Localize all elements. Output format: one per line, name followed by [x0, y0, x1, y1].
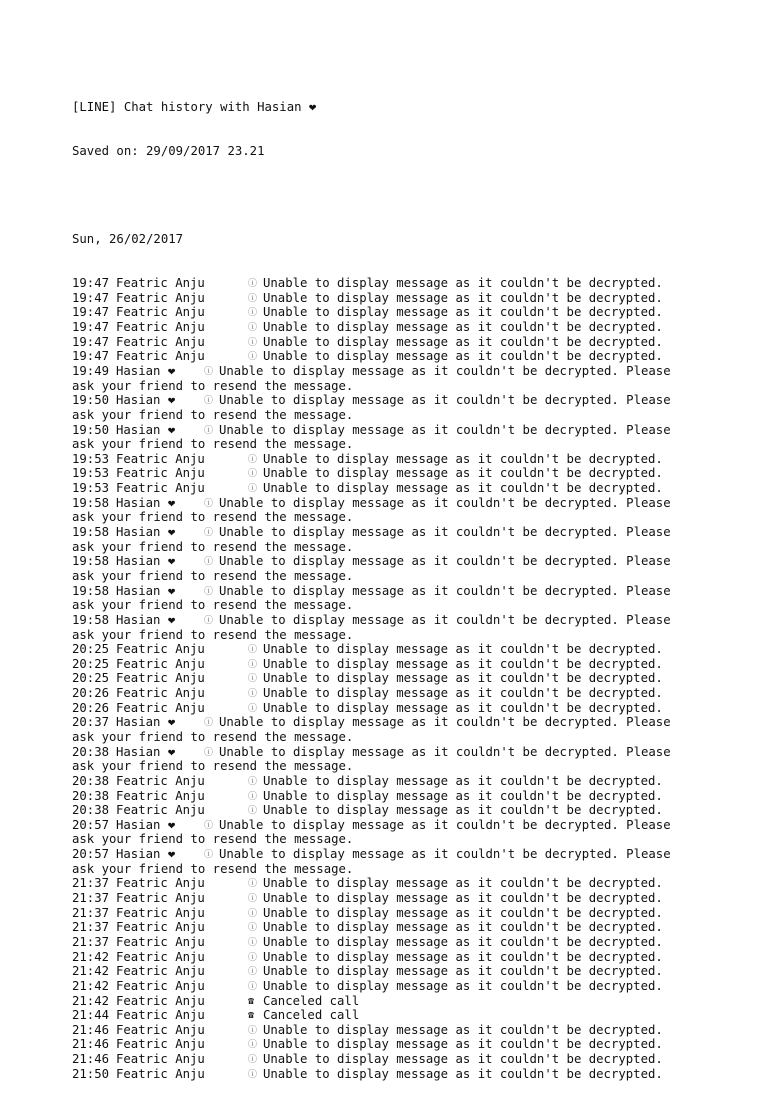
- message-row: [72, 364, 732, 379]
- message-text: Unable to display message as it couldn't be decrypted.: [263, 466, 663, 481]
- message-time: 19:58: [72, 495, 110, 510]
- message-text: Unable to display message as it couldn't be decrypted. Please: [219, 393, 671, 408]
- message-row: [72, 891, 732, 906]
- message-row: [72, 613, 732, 628]
- info-icon: ⓘ: [204, 498, 214, 509]
- message-sender: Featric Anju: [116, 305, 205, 320]
- info-icon: ⓘ: [248, 469, 258, 480]
- message-time: 21:37: [72, 920, 110, 935]
- message-sender: Featric Anju: [116, 290, 205, 305]
- info-icon: ⓘ: [248, 908, 258, 919]
- message-row: [72, 920, 732, 935]
- message-text: Unable to display message as it couldn't be decrypted.: [263, 920, 663, 935]
- message-sender: Hasian ❤: [116, 495, 176, 510]
- message-row: [72, 950, 732, 965]
- info-icon: ⓘ: [248, 352, 258, 363]
- message-text: Canceled call: [263, 993, 360, 1008]
- message-text: Unable to display message as it couldn't be decrypted.: [263, 964, 663, 979]
- info-icon: ⓘ: [248, 308, 258, 319]
- date-heading: Sun, 26/02/2017: [72, 232, 184, 247]
- info-icon: ⓘ: [248, 967, 258, 978]
- message-text: Unable to display message as it couldn't be decrypted.: [263, 671, 663, 686]
- info-icon: ⓘ: [248, 323, 258, 334]
- message-sender: Featric Anju: [116, 686, 205, 701]
- message-time: 19:50: [72, 393, 110, 408]
- info-icon: ⓘ: [248, 791, 258, 802]
- message-time: 19:47: [72, 305, 110, 320]
- message-continuation: ask your friend to resend the message.: [72, 568, 354, 583]
- message-sender: Featric Anju: [116, 642, 205, 657]
- info-icon: ⓘ: [248, 1040, 258, 1051]
- message-text: Unable to display message as it couldn't be decrypted.: [263, 290, 663, 305]
- info-icon: ⓘ: [248, 689, 258, 700]
- message-time: 20:57: [72, 847, 110, 862]
- message-sender: Hasian ❤: [116, 847, 176, 862]
- message-continuation: ask your friend to resend the message.: [72, 539, 354, 554]
- info-icon: ⓘ: [204, 586, 214, 597]
- message-row: [72, 481, 732, 496]
- message-time: 21:46: [72, 1022, 110, 1037]
- message-continuation: ask your friend to resend the message.: [72, 378, 354, 393]
- message-time: 20:26: [72, 700, 110, 715]
- message-sender: Featric Anju: [116, 276, 205, 291]
- phone-icon: ☎: [248, 995, 255, 1007]
- info-icon: ⓘ: [204, 528, 214, 539]
- message-time: 21:37: [72, 876, 110, 891]
- message-time: 19:49: [72, 363, 110, 378]
- message-text: Unable to display message as it couldn't be decrypted.: [263, 978, 663, 993]
- message-time: 19:53: [72, 481, 110, 496]
- info-icon: ⓘ: [248, 1069, 258, 1080]
- message-time: 21:50: [72, 1066, 110, 1081]
- info-icon: ⓘ: [248, 776, 258, 787]
- message-row: [72, 1052, 732, 1067]
- message-text: Unable to display message as it couldn't be decrypted. Please: [219, 525, 671, 540]
- message-row: [72, 1067, 732, 1082]
- message-time: 19:58: [72, 612, 110, 627]
- message-text: Unable to display message as it couldn't be decrypted.: [263, 773, 663, 788]
- info-icon: ⓘ: [248, 981, 258, 992]
- message-sender: Hasian ❤: [116, 715, 176, 730]
- message-row: [72, 657, 732, 672]
- message-text: Unable to display message as it couldn't be decrypted. Please: [219, 495, 671, 510]
- message-time: 21:37: [72, 891, 110, 906]
- message-sender: Featric Anju: [116, 803, 205, 818]
- message-sender: Featric Anju: [116, 876, 205, 891]
- message-row: [72, 818, 732, 833]
- message-continuation: ask your friend to resend the message.: [72, 598, 354, 613]
- message-text: Unable to display message as it couldn't be decrypted.: [263, 1037, 663, 1052]
- message-sender: Hasian ❤: [116, 363, 176, 378]
- message-sender: Featric Anju: [116, 1037, 205, 1052]
- message-row: [72, 671, 732, 686]
- message-sender: Featric Anju: [116, 920, 205, 935]
- info-icon: ⓘ: [248, 454, 258, 465]
- info-icon: ⓘ: [248, 952, 258, 963]
- message-text: Unable to display message as it couldn't be decrypted.: [263, 656, 663, 671]
- saved-timestamp: Saved on: 29/09/2017 23.21: [72, 144, 265, 159]
- message-row: [72, 715, 732, 730]
- message-time: 19:58: [72, 554, 110, 569]
- message-row: [72, 847, 732, 862]
- message-continuation: ask your friend to resend the message.: [72, 407, 354, 422]
- message-sender: Featric Anju: [116, 320, 205, 335]
- message-text: Unable to display message as it couldn't be decrypted.: [263, 788, 663, 803]
- message-time: 20:26: [72, 686, 110, 701]
- message-sender: Featric Anju: [116, 934, 205, 949]
- message-time: 21:42: [72, 964, 110, 979]
- message-continuation: ask your friend to resend the message.: [72, 759, 354, 774]
- message-time: 20:57: [72, 817, 110, 832]
- message-row: [72, 642, 732, 657]
- message-text: Unable to display message as it couldn't be decrypted.: [263, 349, 663, 364]
- message-text: Unable to display message as it couldn't be decrypted. Please: [219, 817, 671, 832]
- message-row: [72, 423, 732, 438]
- message-continuation: ask your friend to resend the message.: [72, 832, 354, 847]
- message-time: 21:42: [72, 949, 110, 964]
- message-text: Unable to display message as it couldn't be decrypted. Please: [219, 715, 671, 730]
- message-sender: Hasian ❤: [116, 393, 176, 408]
- message-sender: Featric Anju: [116, 891, 205, 906]
- message-continuation: ask your friend to resend the message.: [72, 627, 354, 642]
- info-icon: ⓘ: [248, 806, 258, 817]
- message-time: 19:47: [72, 349, 110, 364]
- message-row: [72, 466, 732, 481]
- message-text: Unable to display message as it couldn't be decrypted.: [263, 334, 663, 349]
- message-sender: Featric Anju: [116, 1052, 205, 1067]
- message-sender: Hasian ❤: [116, 744, 176, 759]
- message-sender: Featric Anju: [116, 993, 205, 1008]
- message-sender: Featric Anju: [116, 700, 205, 715]
- message-row: [72, 335, 732, 350]
- info-icon: ⓘ: [204, 747, 214, 758]
- info-icon: ⓘ: [248, 279, 258, 290]
- message-sender: Featric Anju: [116, 671, 205, 686]
- message-text: Unable to display message as it couldn't be decrypted.: [263, 876, 663, 891]
- info-icon: ⓘ: [204, 366, 214, 377]
- message-row: [72, 393, 732, 408]
- message-text: Unable to display message as it couldn't be decrypted.: [263, 320, 663, 335]
- info-icon: ⓘ: [248, 879, 258, 890]
- message-sender: Featric Anju: [116, 349, 205, 364]
- message-text: Canceled call: [263, 1008, 360, 1023]
- message-time: 19:47: [72, 290, 110, 305]
- message-time: 19:53: [72, 466, 110, 481]
- message-continuation: ask your friend to resend the message.: [72, 729, 354, 744]
- info-icon: ⓘ: [204, 425, 214, 436]
- message-sender: Featric Anju: [116, 334, 205, 349]
- message-continuation: ask your friend to resend the message.: [72, 510, 354, 525]
- page-title: [LINE] Chat history with Hasian ❤: [72, 100, 317, 115]
- info-icon: ⓘ: [204, 615, 214, 626]
- message-row: [72, 994, 732, 1009]
- message-time: 19:47: [72, 276, 110, 291]
- message-time: 20:38: [72, 788, 110, 803]
- message-time: 19:50: [72, 422, 110, 437]
- message-row: [72, 452, 732, 467]
- message-time: 20:38: [72, 773, 110, 788]
- message-time: 21:42: [72, 993, 110, 1008]
- message-text: Unable to display message as it couldn't be decrypted.: [263, 700, 663, 715]
- message-time: 20:25: [72, 671, 110, 686]
- info-icon: ⓘ: [248, 659, 258, 670]
- message-row: [72, 906, 732, 921]
- info-icon: ⓘ: [248, 484, 258, 495]
- info-icon: ⓘ: [248, 293, 258, 304]
- message-time: 21:42: [72, 978, 110, 993]
- message-row: [72, 745, 732, 760]
- message-text: Unable to display message as it couldn't be decrypted. Please: [219, 744, 671, 759]
- message-row: [72, 803, 732, 818]
- message-sender: Featric Anju: [116, 1022, 205, 1037]
- phone-icon: ☎: [248, 1010, 255, 1022]
- message-time: 20:38: [72, 803, 110, 818]
- message-row: [72, 276, 732, 291]
- spacer: [72, 188, 732, 203]
- info-icon: ⓘ: [248, 1055, 258, 1066]
- info-icon: ⓘ: [248, 1025, 258, 1036]
- message-row: [72, 701, 732, 716]
- message-sender: Featric Anju: [116, 656, 205, 671]
- message-row: [72, 525, 732, 540]
- message-text: Unable to display message as it couldn't be decrypted. Please: [219, 847, 671, 862]
- message-sender: Featric Anju: [116, 788, 205, 803]
- message-time: 19:47: [72, 320, 110, 335]
- message-row: [72, 774, 732, 789]
- message-continuation: ask your friend to resend the message.: [72, 437, 354, 452]
- message-sender: Hasian ❤: [116, 817, 176, 832]
- message-text: Unable to display message as it couldn't be decrypted.: [263, 934, 663, 949]
- message-row: [72, 305, 732, 320]
- message-row: [72, 1023, 732, 1038]
- message-time: 20:25: [72, 642, 110, 657]
- message-text: Unable to display message as it couldn't be decrypted.: [263, 1022, 663, 1037]
- message-text: Unable to display message as it couldn't be decrypted. Please: [219, 422, 671, 437]
- message-sender: Hasian ❤: [116, 525, 176, 540]
- message-time: 20:25: [72, 656, 110, 671]
- message-row: [72, 876, 732, 891]
- info-icon: ⓘ: [248, 923, 258, 934]
- message-time: 19:47: [72, 334, 110, 349]
- message-row: [72, 349, 732, 364]
- message-text: Unable to display message as it couldn't be decrypted.: [263, 686, 663, 701]
- message-row: [72, 584, 732, 599]
- chat-transcript: [72, 71, 732, 1096]
- message-time: 19:58: [72, 583, 110, 598]
- message-time: 21:37: [72, 934, 110, 949]
- message-sender: Featric Anju: [116, 481, 205, 496]
- message-text: Unable to display message as it couldn't be decrypted.: [263, 481, 663, 496]
- message-sender: Hasian ❤: [116, 554, 176, 569]
- message-sender: Hasian ❤: [116, 583, 176, 598]
- info-icon: ⓘ: [248, 674, 258, 685]
- message-row: [72, 554, 732, 569]
- message-text: Unable to display message as it couldn't be decrypted.: [263, 803, 663, 818]
- message-sender: Hasian ❤: [116, 612, 176, 627]
- message-row: [72, 686, 732, 701]
- message-row: [72, 1037, 732, 1052]
- message-row: [72, 979, 732, 994]
- info-icon: ⓘ: [248, 337, 258, 348]
- info-icon: ⓘ: [248, 645, 258, 656]
- message-time: 21:46: [72, 1052, 110, 1067]
- message-text: Unable to display message as it couldn't be decrypted.: [263, 642, 663, 657]
- message-sender: Featric Anju: [116, 1066, 205, 1081]
- info-icon: ⓘ: [248, 894, 258, 905]
- message-text: Unable to display message as it couldn't be decrypted. Please: [219, 583, 671, 598]
- message-list: [72, 276, 732, 1081]
- message-text: Unable to display message as it couldn't be decrypted. Please: [219, 363, 671, 378]
- message-text: Unable to display message as it couldn't be decrypted.: [263, 1066, 663, 1081]
- message-text: Unable to display message as it couldn't be decrypted. Please: [219, 612, 671, 627]
- message-text: Unable to display message as it couldn't be decrypted.: [263, 451, 663, 466]
- message-time: 21:37: [72, 905, 110, 920]
- message-sender: Featric Anju: [116, 451, 205, 466]
- message-sender: Featric Anju: [116, 1008, 205, 1023]
- message-time: 20:37: [72, 715, 110, 730]
- info-icon: ⓘ: [204, 820, 214, 831]
- message-row: [72, 935, 732, 950]
- message-time: 21:44: [72, 1008, 110, 1023]
- message-sender: Featric Anju: [116, 773, 205, 788]
- info-icon: ⓘ: [248, 937, 258, 948]
- info-icon: ⓘ: [204, 557, 214, 568]
- info-icon: ⓘ: [204, 718, 214, 729]
- message-text: Unable to display message as it couldn't be decrypted.: [263, 1052, 663, 1067]
- message-continuation: ask your friend to resend the message.: [72, 861, 354, 876]
- message-time: 21:46: [72, 1037, 110, 1052]
- info-icon: ⓘ: [204, 396, 214, 407]
- message-sender: Hasian ❤: [116, 422, 176, 437]
- message-row: [72, 291, 732, 306]
- message-row: [72, 496, 732, 511]
- message-text: Unable to display message as it couldn't be decrypted.: [263, 891, 663, 906]
- message-sender: Featric Anju: [116, 964, 205, 979]
- message-text: Unable to display message as it couldn't be decrypted. Please: [219, 554, 671, 569]
- message-sender: Featric Anju: [116, 466, 205, 481]
- message-time: 19:53: [72, 451, 110, 466]
- message-text: Unable to display message as it couldn't be decrypted.: [263, 305, 663, 320]
- info-icon: ⓘ: [204, 850, 214, 861]
- message-row: [72, 1008, 732, 1023]
- message-row: [72, 964, 732, 979]
- message-row: [72, 320, 732, 335]
- message-text: Unable to display message as it couldn't be decrypted.: [263, 276, 663, 291]
- message-text: Unable to display message as it couldn't be decrypted.: [263, 905, 663, 920]
- info-icon: ⓘ: [248, 703, 258, 714]
- message-time: 20:38: [72, 744, 110, 759]
- message-text: Unable to display message as it couldn't be decrypted.: [263, 949, 663, 964]
- message-sender: Featric Anju: [116, 949, 205, 964]
- message-sender: Featric Anju: [116, 978, 205, 993]
- message-row: [72, 789, 732, 804]
- message-time: 19:58: [72, 525, 110, 540]
- message-sender: Featric Anju: [116, 905, 205, 920]
